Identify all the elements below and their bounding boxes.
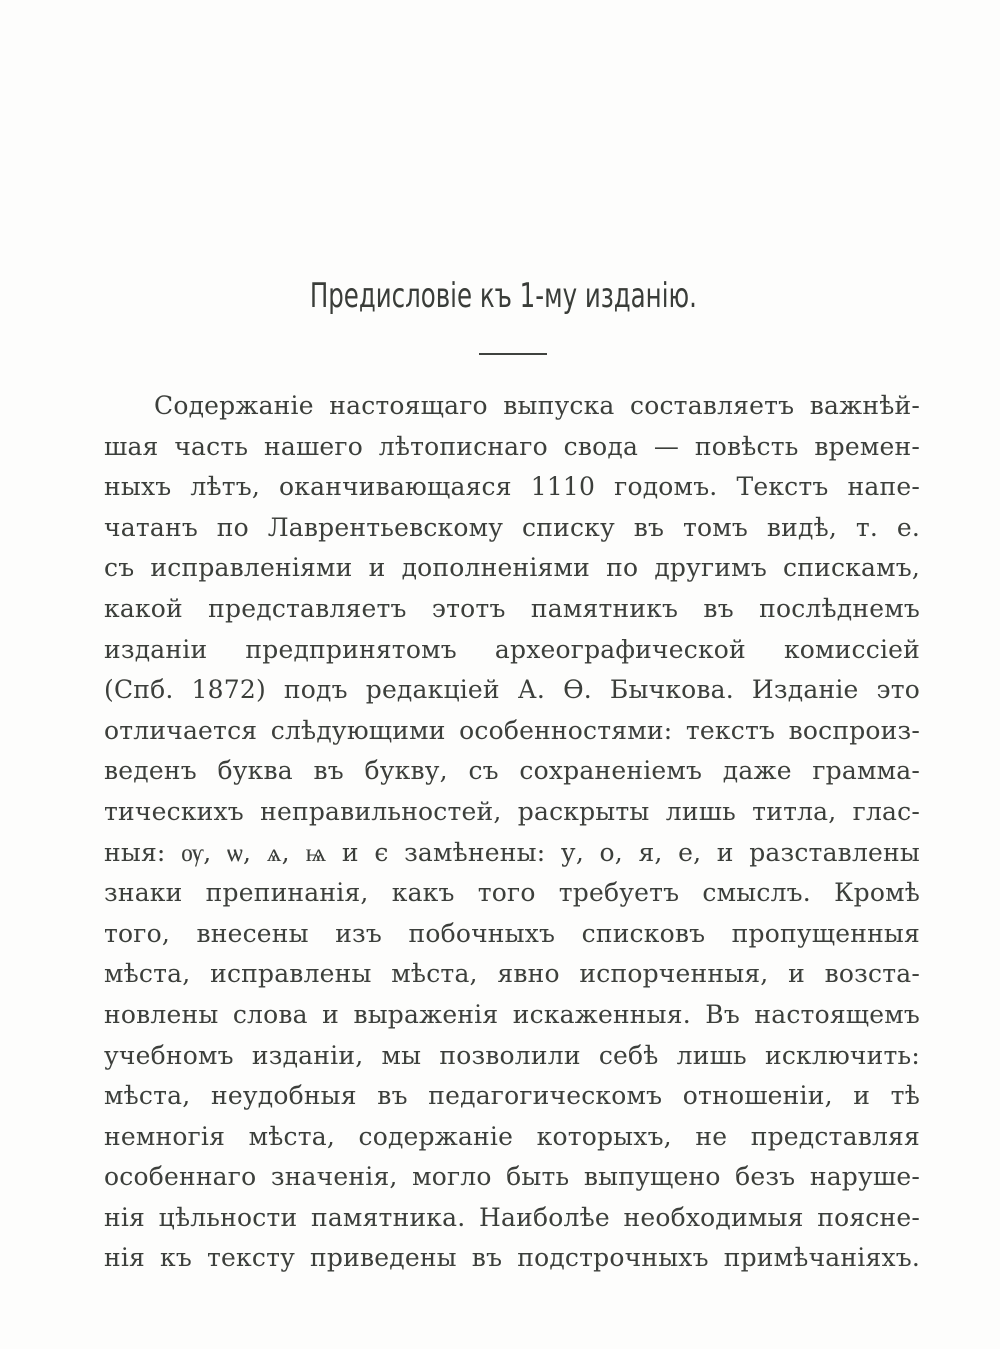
text-line: отличается слѣдующими особенностями: текстъ воспроиз- [104,715,920,745]
text-line: веденъ буква въ букву, съ сохраненіемъ даже грамма- [104,756,920,786]
text-line: учебномъ изданіи, мы позволили себѣ лишь исключить: [104,1040,920,1070]
text-line: ныя: ѹ, ѡ, ѧ, ѩ и є замѣнены: у, о, я, е, и разставлены [104,837,920,867]
text-line: нія цѣльности памятника. Наиболѣе необходимыя поясне- [104,1202,920,1232]
text-line: изданіи предпринятомъ археографической комиссіей [104,634,920,664]
text-line: знаки препинанія, какъ того требуетъ смыслъ. Кромѣ [104,878,920,908]
text-line: какой представляетъ этотъ памятникъ въ послѣднемъ [104,593,920,623]
text-line: особеннаго значенія, могло быть выпущено безъ наруше- [104,1162,920,1192]
text-line: того, внесены изъ побочныхъ списковъ пропущенныя [104,918,920,948]
text-line: чатанъ по Лаврентьевскому списку въ томъ видѣ, т. е. [104,512,920,542]
text-line: шая часть нашего лѣтописнаго свода — повѣсть времен- [104,431,920,461]
text-line: ныхъ лѣтъ, оканчивающаяся 1110 годомъ. Текстъ напе- [104,472,920,502]
text-line: Содержаніе настоящаго выпуска составляетъ важнѣй- [154,391,920,420]
text-line: немногія мѣста, содержаніе которыхъ, не представляя [104,1121,920,1151]
heading-divider [479,353,547,355]
text-line: новлены слова и выраженія искаженныя. Въ настоящемъ [104,999,920,1029]
text-line: нія къ тексту приведены въ подстрочныхъ примѣчаніяхъ. [104,1243,920,1273]
text-line: съ исправленіями и дополненіями по другимъ спискамъ, [104,553,920,583]
text-line: мѣста, исправлены мѣста, явно испорченныя, и возста- [104,959,920,989]
text-line: мѣста, неудобныя въ педагогическомъ отношеніи, и тѣ [104,1081,920,1111]
text-line: тическихъ неправильностей, раскрыты лишь титла, глас- [104,796,920,826]
text-line: (Спб. 1872) подъ редакціей А. Ѳ. Бычкова. Изданіе это [104,675,920,705]
preface-paragraph [104,386,920,1279]
page-heading: Предисловіе къ 1-му изданію. [309,276,697,316]
